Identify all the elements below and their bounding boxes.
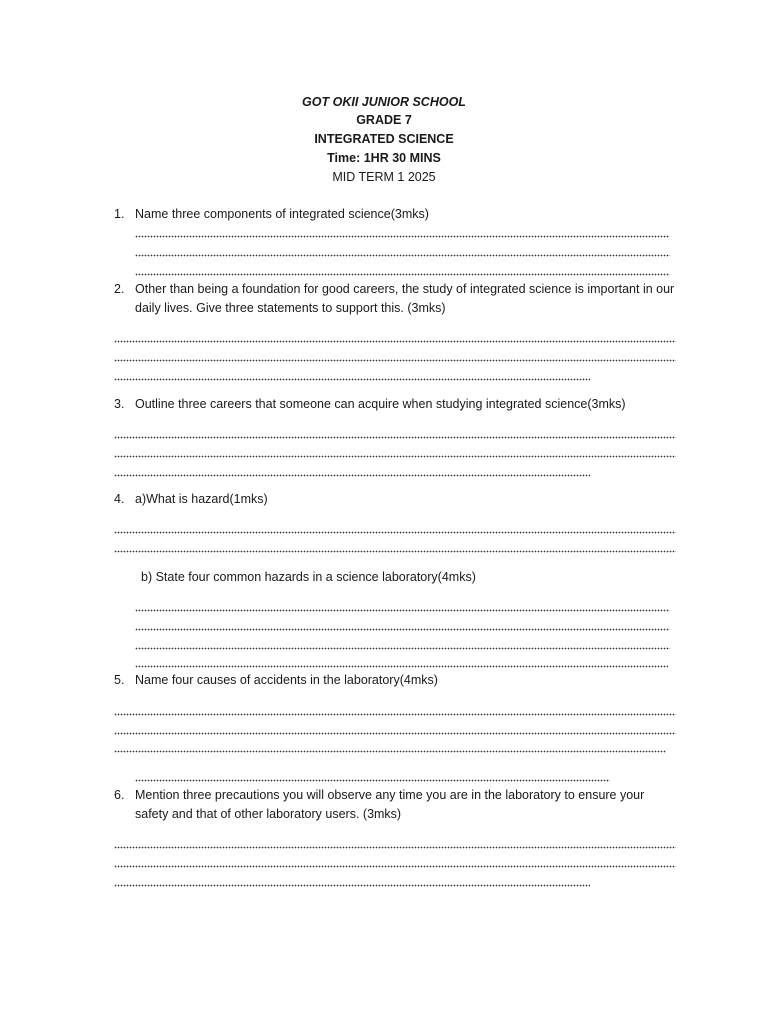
- subject-label: INTEGRATED SCIENCE: [314, 132, 454, 146]
- answer-line[interactable]: [135, 268, 670, 276]
- answer-line[interactable]: [135, 774, 610, 782]
- question-1-text: Name three components of integrated science(3mks): [135, 207, 429, 221]
- answer-line[interactable]: [135, 249, 670, 257]
- grade-label: GRADE 7: [356, 113, 412, 127]
- question-4b-text: b) State four common hazards in a science laboratory(4mks): [141, 570, 476, 584]
- question-5-number: 5.: [114, 673, 125, 687]
- question-2-text: Other than being a foundation for good careers, the study of integrated science is important in our daily lives. Give three statements to support this. (3mks): [135, 282, 675, 315]
- answer-line[interactable]: [114, 431, 676, 439]
- answer-line[interactable]: [114, 545, 676, 553]
- answer-line[interactable]: [114, 879, 590, 887]
- answer-line[interactable]: [114, 354, 676, 362]
- answer-line[interactable]: [135, 230, 670, 238]
- answer-line[interactable]: [135, 604, 670, 612]
- answer-line[interactable]: [114, 745, 666, 753]
- question-4-number: 4.: [114, 492, 125, 506]
- answer-line[interactable]: [114, 727, 676, 735]
- question-2-number: 2.: [114, 282, 125, 296]
- question-3-text: Outline three careers that someone can acquire when studying integrated science(3mks): [135, 397, 626, 411]
- answer-line[interactable]: [114, 708, 676, 716]
- question-4a-text: a)What is hazard(1mks): [135, 492, 268, 506]
- answer-line[interactable]: [114, 450, 676, 458]
- question-5-text: Name four causes of accidents in the laboratory(4mks): [135, 673, 438, 687]
- term-label: MID TERM 1 2025: [332, 170, 436, 184]
- answer-line[interactable]: [114, 373, 590, 381]
- answer-line[interactable]: [114, 469, 590, 477]
- question-6-text: Mention three precautions you will observe any time you are in the laboratory to ensure your safety and that of other laboratory users. (3mks): [135, 788, 645, 821]
- answer-line[interactable]: [114, 526, 676, 534]
- answer-line[interactable]: [114, 841, 676, 849]
- answer-line[interactable]: [114, 860, 676, 868]
- school-name: GOT OKII JUNIOR SCHOOL: [302, 95, 466, 109]
- answer-line[interactable]: [114, 335, 676, 343]
- question-3-number: 3.: [114, 397, 125, 411]
- question-1-number: 1.: [114, 207, 125, 221]
- answer-line[interactable]: [135, 660, 668, 668]
- answer-line[interactable]: [135, 623, 670, 631]
- question-6-number: 6.: [114, 788, 125, 802]
- answer-line[interactable]: [135, 642, 670, 650]
- time-label: Time: 1HR 30 MINS: [327, 151, 441, 165]
